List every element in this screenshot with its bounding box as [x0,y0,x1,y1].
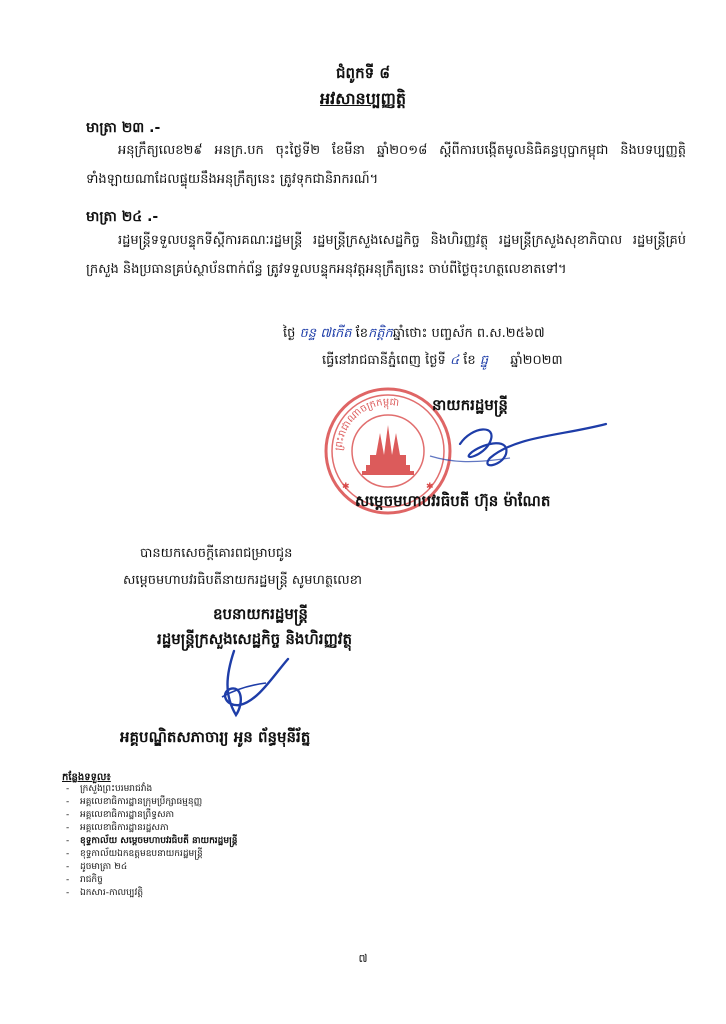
recipient-text: អគ្គលេខាធិការដ្ឋានរដ្ឋសភា [80,823,169,833]
recipients-heading: កន្លែងទទួល៖ [62,772,111,783]
article-23-heading: មាត្រា ២៣ .- [86,120,161,136]
recipient-item [66,835,237,848]
list-dash: - [66,849,70,859]
lunar-prefix: ថ្ងៃ [283,326,296,341]
signature-1 [420,406,610,476]
recipient-text: ខុទ្ទកាល័យឯកឧត្តមឧបនាយករដ្ឋមន្ត្រី [80,849,203,859]
lunar-month-prefix: ខែ [355,326,369,341]
article-23-text: អនុក្រឹត្យលេខ២៩ អនក្រ.បក ចុះថ្ងៃទី២ ខែមីនា ឆ្នាំ២០១៨ ស្តីពីការបង្កើតមូលនិធិគន្ធបុប្ផាកម្ពុជា និងបទប្បញ្ញត្តិទាំងឡាយណាដែលផ្ទុយនឹងអនុក្រឹត្យនេះ ត្រូវទុកជានិរាករណ៍។ [86,143,686,187]
signature-2 [196,645,296,725]
list-dash: - [66,862,70,872]
recipient-item [66,796,237,809]
lunar-day-handwritten: ចន្ទ [299,326,317,341]
signatory2-title2: រដ្ឋមន្ត្រីក្រសួងសេដ្ឋកិច្ច និងហិរញ្ញវត្ថុ [157,630,353,648]
list-dash: - [66,810,70,820]
list-dash: - [66,797,70,807]
solar-month-prefix: ខែ [463,353,476,368]
lunar-date-line [283,325,545,344]
list-dash: - [66,888,70,898]
submission-line2: សម្តេចមហាបវរធិបតីនាយករដ្ឋមន្ត្រី សូមហត្ថលេខា [123,573,363,588]
recipient-text: អគ្គលេខាធិការដ្ឋានក្រុមប្រឹក្សាធម្មនុញ្ញ [80,797,203,807]
list-dash: - [66,823,70,833]
article-23-body [86,136,686,194]
recipient-item [66,887,237,900]
recipients-list [66,783,237,900]
list-dash: - [66,875,70,885]
signatory2-name: អគ្គបណ្ឌិតសភាចារ្យ អូន ព័ន្ធមុនីរ័ត្ន [120,728,311,746]
article-24-heading: មាត្រា ២៤ .- [86,209,159,225]
recipient-item [66,809,237,822]
solar-month: ធ្នូ [479,353,489,368]
recipient-item [66,848,237,861]
recipient-item [66,822,237,835]
recipient-text: ក្រសួងព្រះបរមរាជវាំង [80,784,153,794]
article-24-text: រដ្ឋមន្ត្រីទទួលបន្ទុកទីស្តីការគណៈរដ្ឋមន្ត្រី រដ្ឋមន្ត្រីក្រសួងសេដ្ឋកិច្ច និងហិរញ្ញវត្ថុ រដ្ឋមន្ត្រីក្រសួងសុខាភិបាល រដ្ឋមន្ត្រីគ្រប់ក្រសួង និងប្រធានគ្រប់ស្ថាប័នពាក់ព័ន្ធ ត្រូវទទួលបន្ទុកអនុវត្តអនុក្រឹត្យនេះ ចាប់ពីថ្ងៃចុះហត្ថលេខាតទៅ។ [86,233,686,277]
lunar-suffix: ឆ្នាំថោះ បញ្ចស័ក ព.ស.២៥៦៧ [392,326,545,341]
submission-line1: បានយកសេចក្តីគោរពជម្រាបជូន [140,546,293,561]
recipient-text: ដូចមាត្រា ២៤ [80,862,128,872]
list-dash: - [66,836,70,846]
recipient-item [66,874,237,887]
solar-prefix: ធ្វើនៅរាជធានីភ្នំពេញ ថ្ងៃទី [322,353,446,368]
list-dash: - [66,784,70,794]
recipient-item [66,861,237,874]
solar-day: ៤ [449,353,460,368]
solar-date-line [322,352,563,371]
seal-text: ព្រះរាជាណាចក្រកម្ពុជា [333,396,400,452]
chapter-title: អវសានប្បញ្ញត្តិ [319,89,406,108]
signatory1-title: នាយករដ្ឋមន្ត្រី [432,396,508,414]
signatory2-title1: ឧបនាយករដ្ឋមន្ត្រី [213,605,308,623]
recipient-text: ខុទ្ទកាល័យ សម្តេចមហាបវរធិបតី នាយករដ្ឋមន្ត្រី [80,836,238,846]
lunar-month-handwritten: កត្តិក [368,326,393,341]
svg-text:✱: ✱ [342,482,350,492]
svg-text:✱: ✱ [426,482,434,492]
page-number: ៧ [358,952,368,965]
recipient-text: រាជកិច្ច [80,875,103,885]
chapter-label: ជំពូកទី ៨ [336,64,390,82]
recipient-text: អគ្គលេខាធិការដ្ឋានព្រឹទ្ធសភា [80,810,175,820]
signatory1-name: សម្តេចមហាបវរធិបតី ហ៊ុន ម៉ាណែត [355,492,551,510]
recipient-item [66,783,237,796]
article-24-body [86,226,686,284]
lunar-middle: ៧កើត [320,326,352,341]
recipient-text: ឯកសារ-កាលប្បវត្តិ [80,888,144,898]
solar-year: ឆ្នាំ២០២៣ [510,353,563,368]
